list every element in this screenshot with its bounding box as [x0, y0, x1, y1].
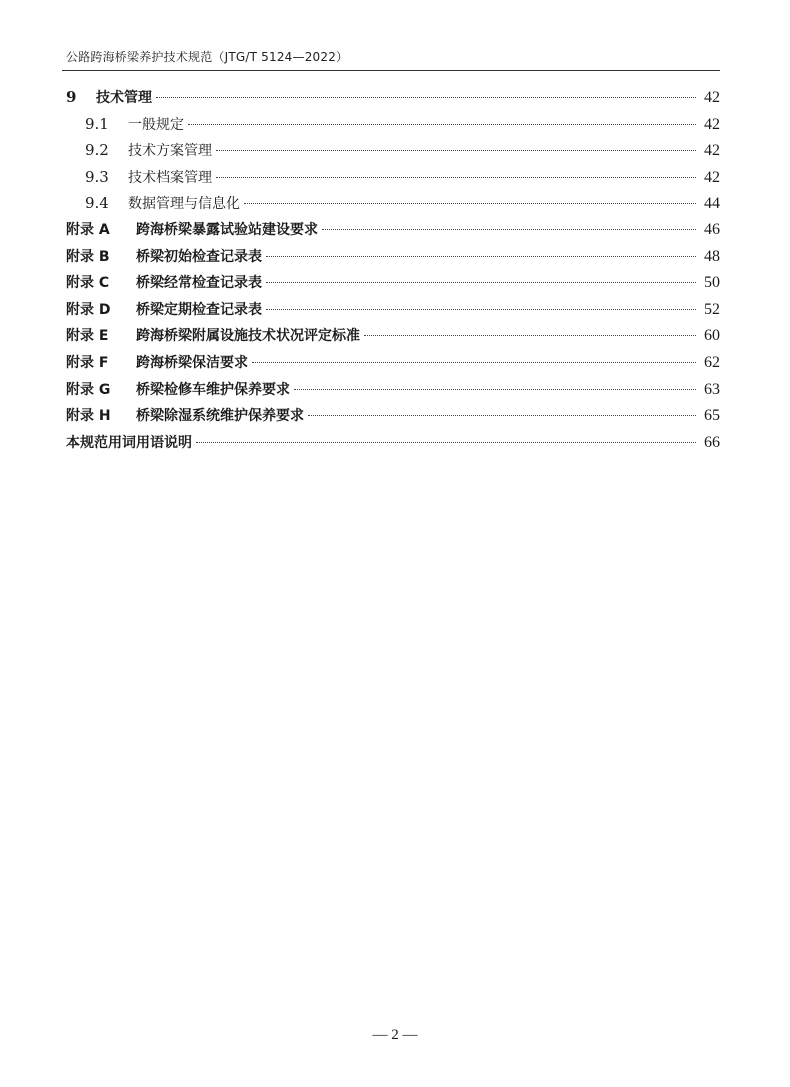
running-header: 公路跨海桥梁养护技术规范（JTG/T 5124—2022）: [66, 50, 349, 64]
toc-entry-title: 跨海桥梁保洁要求: [136, 354, 248, 371]
toc-entry-number: 附录 D: [66, 301, 111, 318]
dot-leader: [308, 415, 696, 416]
dot-leader: [322, 229, 696, 230]
toc-entry-title: 技术档案管理: [128, 169, 212, 186]
toc-entry-page: 65: [704, 407, 720, 425]
toc-entry-section-9-2[interactable]: [66, 137, 720, 164]
toc-entry-number: 9: [66, 88, 77, 106]
toc-entry-appendix-b[interactable]: [66, 244, 720, 271]
toc-entry-terminology[interactable]: [66, 430, 720, 457]
toc-entry-page: 52: [704, 300, 720, 318]
dot-leader: [156, 97, 696, 98]
toc-entry-title: 一般规定: [128, 116, 184, 133]
toc-entry-page: 42: [704, 115, 720, 133]
toc-entry-number: 9.4: [85, 194, 109, 213]
toc-entry-title: 桥梁除湿系统维护保养要求: [136, 408, 304, 425]
dot-leader: [266, 309, 696, 310]
dot-leader: [252, 362, 696, 363]
toc-entry-number: 附录 E: [66, 328, 109, 345]
toc-entry-appendix-c[interactable]: [66, 270, 720, 297]
dot-leader: [294, 389, 696, 390]
toc-entry-title: 本规范用词用语说明: [66, 434, 192, 451]
toc-entry-number: 附录 B: [66, 248, 110, 265]
toc-entry-number: 附录 G: [66, 381, 111, 398]
table-of-contents: [66, 84, 720, 456]
toc-entry-number: 9.2: [85, 141, 109, 160]
toc-entry-title: 桥梁检修车维护保养要求: [136, 381, 290, 398]
toc-entry-section-9-4[interactable]: [66, 190, 720, 217]
header-rule: [62, 70, 720, 71]
toc-entry-page: 66: [704, 433, 720, 451]
toc-entry-title: 跨海桥梁暴露试验站建设要求: [136, 221, 318, 238]
toc-entry-page: 42: [704, 168, 720, 186]
dot-leader: [196, 442, 696, 443]
toc-entry-title: 桥梁初始检查记录表: [136, 248, 262, 265]
toc-entry-page: 63: [704, 380, 720, 398]
toc-entry-title: 数据管理与信息化: [128, 196, 240, 213]
toc-entry-section-9-1[interactable]: [66, 111, 720, 138]
toc-entry-chapter-9[interactable]: [66, 84, 720, 111]
toc-entry-title: 桥梁经常检查记录表: [136, 275, 262, 292]
dot-leader: [216, 177, 696, 178]
toc-entry-appendix-h[interactable]: [66, 403, 720, 430]
toc-entry-page: 62: [704, 353, 720, 371]
toc-entry-appendix-d[interactable]: [66, 297, 720, 324]
toc-entry-number: 附录 C: [66, 275, 110, 292]
toc-entry-appendix-g[interactable]: [66, 377, 720, 404]
toc-entry-number: 附录 A: [66, 221, 110, 238]
toc-entry-title: 桥梁定期检查记录表: [136, 301, 262, 318]
toc-entry-title: 技术方案管理: [128, 143, 212, 160]
toc-entry-appendix-e[interactable]: [66, 323, 720, 350]
page-number: — 2 —: [372, 1027, 418, 1043]
toc-entry-page: 42: [704, 142, 720, 160]
dot-leader: [188, 124, 696, 125]
toc-entry-number: 9.1: [85, 114, 109, 133]
toc-entry-number: 附录 F: [66, 354, 109, 371]
toc-entry-page: 44: [704, 195, 720, 213]
toc-entry-page: 60: [704, 327, 720, 345]
toc-entry-section-9-3[interactable]: [66, 164, 720, 191]
toc-entry-page: 42: [704, 89, 720, 106]
toc-entry-page: 46: [704, 220, 720, 238]
toc-entry-appendix-a[interactable]: [66, 217, 720, 244]
toc-entry-number: 附录 H: [66, 408, 111, 425]
toc-entry-number: 9.3: [85, 167, 109, 186]
dot-leader: [244, 203, 696, 204]
toc-entry-page: 50: [704, 274, 720, 292]
dot-leader: [266, 282, 696, 283]
toc-entry-appendix-f[interactable]: [66, 350, 720, 377]
dot-leader: [364, 335, 696, 336]
dot-leader: [266, 256, 696, 257]
toc-entry-page: 48: [704, 247, 720, 265]
dot-leader: [216, 150, 696, 151]
toc-entry-title: 跨海桥梁附属设施技术状况评定标准: [136, 328, 360, 345]
toc-entry-title: 技术管理: [96, 90, 152, 106]
